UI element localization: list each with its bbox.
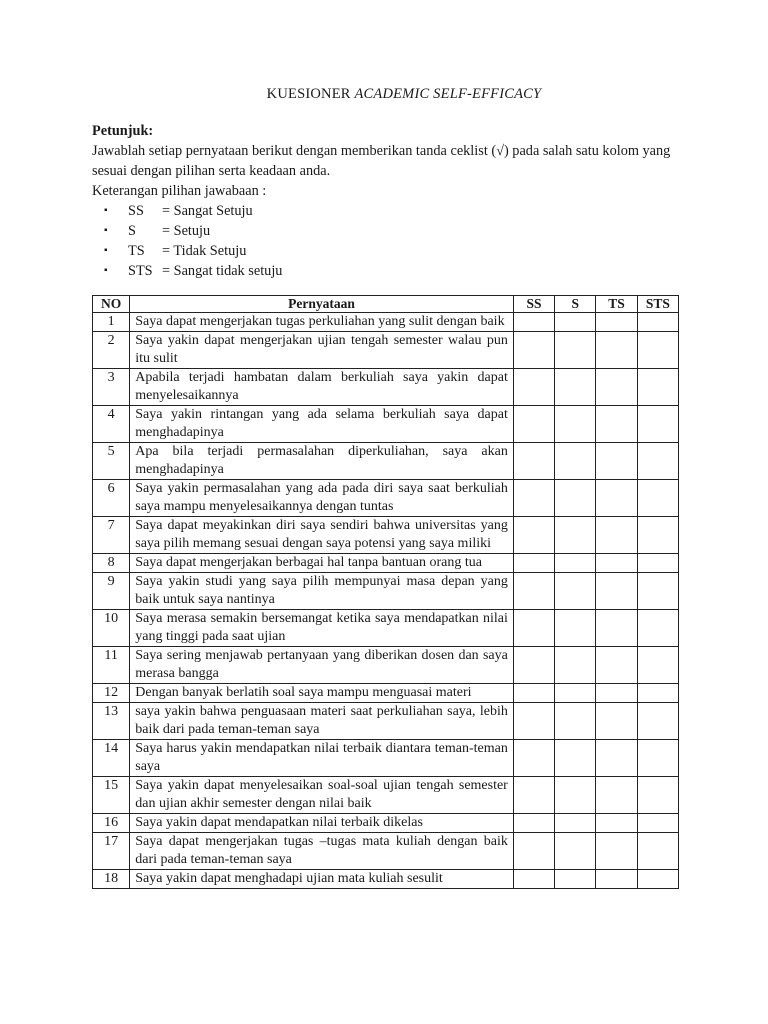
answer-cell-ts[interactable] — [596, 573, 637, 610]
answer-cell-s[interactable] — [555, 443, 596, 480]
row-number: 5 — [93, 443, 130, 480]
table-row — [93, 443, 679, 480]
row-statement: Saya sering menjawab pertanyaan yang diberikan dosen dan saya merasa bangga — [130, 647, 514, 684]
table-row — [93, 833, 679, 870]
table-row — [93, 740, 679, 777]
row-number: 2 — [93, 332, 130, 369]
header-s: S — [555, 296, 596, 313]
table-row — [93, 369, 679, 406]
answer-cell-ts[interactable] — [596, 870, 637, 889]
answer-cell-ss[interactable] — [513, 332, 554, 369]
legend-code: S — [128, 223, 136, 239]
row-number: 14 — [93, 740, 130, 777]
row-number: 16 — [93, 814, 130, 833]
answer-cell-ts[interactable] — [596, 480, 637, 517]
answer-cell-s[interactable] — [555, 554, 596, 573]
header-sts: STS — [637, 296, 678, 313]
answer-cell-ss[interactable] — [513, 814, 554, 833]
answer-cell-ss[interactable] — [513, 833, 554, 870]
answer-cell-ss[interactable] — [513, 369, 554, 406]
row-statement: Saya dapat mengerjakan tugas perkuliahan yang sulit dengan baik — [130, 313, 514, 332]
row-statement: Saya yakin dapat menyelesaikan soal-soal ujian tengah semester dan ujian akhir semester dengan nilai baik — [130, 777, 514, 814]
row-number: 18 — [93, 870, 130, 889]
row-number: 15 — [93, 777, 130, 814]
answer-cell-s[interactable] — [555, 703, 596, 740]
answer-cell-s[interactable] — [555, 573, 596, 610]
answer-cell-sts[interactable] — [637, 870, 678, 889]
legend-meaning: = Tidak Setuju — [162, 243, 247, 259]
answer-cell-ts[interactable] — [596, 777, 637, 814]
legend-code: SS — [128, 203, 144, 219]
row-statement: Saya yakin dapat mendapatkan nilai terbaik dikelas — [130, 814, 514, 833]
table-row — [93, 703, 679, 740]
legend-item — [92, 201, 682, 221]
row-number: 9 — [93, 573, 130, 610]
title-italic: ACADEMIC SELF-EFFICACY — [354, 86, 542, 102]
row-statement: Apa bila terjadi permasalahan diperkuliahan, saya akan menghadapinya — [130, 443, 514, 480]
answer-cell-sts[interactable] — [637, 369, 678, 406]
bullet-icon: ▪ — [104, 245, 108, 256]
answer-cell-s[interactable] — [555, 406, 596, 443]
answer-cell-s[interactable] — [555, 814, 596, 833]
answer-cell-ss[interactable] — [513, 777, 554, 814]
legend-meaning: = Sangat tidak setuju — [162, 263, 283, 279]
answer-cell-s[interactable] — [555, 610, 596, 647]
table-row — [93, 777, 679, 814]
answer-cell-sts[interactable] — [637, 313, 678, 332]
row-statement: Saya yakin studi yang saya pilih mempunyai masa depan yang baik untuk saya nantinya — [130, 573, 514, 610]
table-row — [93, 610, 679, 647]
row-number: 12 — [93, 684, 130, 703]
answer-cell-sts[interactable] — [637, 703, 678, 740]
answer-cell-s[interactable] — [555, 684, 596, 703]
answer-cell-ts[interactable] — [596, 313, 637, 332]
row-number: 1 — [93, 313, 130, 332]
answer-cell-sts[interactable] — [637, 610, 678, 647]
table-row — [93, 406, 679, 443]
bullet-icon: ▪ — [104, 265, 108, 276]
answer-cell-s[interactable] — [555, 870, 596, 889]
answer-cell-ts[interactable] — [596, 517, 637, 554]
row-number: 13 — [93, 703, 130, 740]
answer-cell-sts[interactable] — [637, 443, 678, 480]
table-header-row — [93, 296, 679, 313]
answer-cell-ss[interactable] — [513, 443, 554, 480]
row-statement: Apabila terjadi hambatan dalam berkuliah saya yakin dapat menyelesaikannya — [130, 369, 514, 406]
answer-cell-sts[interactable] — [637, 406, 678, 443]
answer-cell-ss[interactable] — [513, 406, 554, 443]
row-statement: saya yakin bahwa penguasaan materi saat perkuliahan saya, lebih baik dari pada teman-teman saya — [130, 703, 514, 740]
answer-cell-ts[interactable] — [596, 684, 637, 703]
answer-cell-s[interactable] — [555, 740, 596, 777]
answer-cell-sts[interactable] — [637, 833, 678, 870]
instructions — [92, 121, 682, 281]
answer-cell-ss[interactable] — [513, 870, 554, 889]
answer-cell-s[interactable] — [555, 833, 596, 870]
bullet-icon: ▪ — [104, 225, 108, 236]
row-number: 8 — [93, 554, 130, 573]
legend-intro: Keterangan pilihan jawabaan : — [92, 183, 267, 199]
header-ts: TS — [596, 296, 637, 313]
answer-cell-ts[interactable] — [596, 647, 637, 684]
answer-cell-sts[interactable] — [637, 684, 678, 703]
header-ss: SS — [513, 296, 554, 313]
answer-cell-ss[interactable] — [513, 517, 554, 554]
header-no: NO — [93, 296, 130, 313]
answer-cell-sts[interactable] — [637, 777, 678, 814]
answer-cell-ss[interactable] — [513, 610, 554, 647]
table-row — [93, 517, 679, 554]
row-number: 7 — [93, 517, 130, 554]
row-statement: Dengan banyak berlatih soal saya mampu menguasai materi — [130, 684, 514, 703]
answer-cell-ts[interactable] — [596, 833, 637, 870]
answer-cell-sts[interactable] — [637, 573, 678, 610]
answer-cell-ss[interactable] — [513, 684, 554, 703]
legend-item — [92, 261, 682, 281]
table-row — [93, 814, 679, 833]
answer-cell-sts[interactable] — [637, 517, 678, 554]
table-row — [93, 647, 679, 684]
row-statement: Saya yakin permasalahan yang ada pada diri saya saat berkuliah saya mampu menyelesaikannya dengan tuntas — [130, 480, 514, 517]
answer-cell-sts[interactable] — [637, 554, 678, 573]
legend-item — [92, 241, 682, 261]
instructions-text: Jawablah setiap pernyataan berikut dengan memberikan tanda ceklist (√) pada salah satu kolom yang sesuai dengan pilihan serta keadaan anda. — [92, 143, 671, 179]
table-row — [93, 554, 679, 573]
answer-cell-s[interactable] — [555, 647, 596, 684]
questionnaire-table — [92, 295, 679, 889]
document-title — [0, 86, 768, 103]
answer-cell-sts[interactable] — [637, 740, 678, 777]
answer-cell-ts[interactable] — [596, 814, 637, 833]
answer-cell-s[interactable] — [555, 313, 596, 332]
answer-cell-ts[interactable] — [596, 443, 637, 480]
bullet-icon: ▪ — [104, 205, 108, 216]
answer-cell-s[interactable] — [555, 332, 596, 369]
answer-cell-ts[interactable] — [596, 703, 637, 740]
row-number: 6 — [93, 480, 130, 517]
row-number: 17 — [93, 833, 130, 870]
header-statement: Pernyataan — [130, 296, 514, 313]
table-row — [93, 684, 679, 703]
answer-cell-sts[interactable] — [637, 480, 678, 517]
row-statement: Saya merasa semakin bersemangat ketika saya mendapatkan nilai yang tinggi pada saat ujian — [130, 610, 514, 647]
answer-cell-ts[interactable] — [596, 610, 637, 647]
legend-item — [92, 221, 682, 241]
table-row — [93, 480, 679, 517]
instructions-heading: Petunjuk: — [92, 123, 154, 139]
legend-code: TS — [128, 243, 145, 259]
answer-cell-ts[interactable] — [596, 332, 637, 369]
answer-cell-ts[interactable] — [596, 554, 637, 573]
answer-cell-s[interactable] — [555, 517, 596, 554]
legend-meaning: = Sangat Setuju — [162, 203, 253, 219]
row-statement: Saya dapat mengerjakan berbagai hal tanpa bantuan orang tua — [130, 554, 514, 573]
row-statement: Saya harus yakin mendapatkan nilai terbaik diantara teman-teman saya — [130, 740, 514, 777]
legend-meaning: = Setuju — [162, 223, 211, 239]
table-row — [93, 313, 679, 332]
answer-cell-sts[interactable] — [637, 814, 678, 833]
row-statement: Saya yakin dapat menghadapi ujian mata kuliah sesulit — [130, 870, 514, 889]
row-statement: Saya dapat meyakinkan diri saya sendiri bahwa universitas yang saya pilih memang sesuai dengan saya potensi yang saya miliki — [130, 517, 514, 554]
row-statement: Saya yakin dapat mengerjakan ujian tengah semester walau pun itu sulit — [130, 332, 514, 369]
row-number: 10 — [93, 610, 130, 647]
row-statement: Saya dapat mengerjakan tugas –tugas mata kuliah dengan baik dari pada teman-teman saya — [130, 833, 514, 870]
row-number: 3 — [93, 369, 130, 406]
table-row — [93, 332, 679, 369]
answer-cell-sts[interactable] — [637, 647, 678, 684]
title-prefix: KUESIONER — [266, 86, 355, 102]
table-row — [93, 870, 679, 889]
answer-cell-ts[interactable] — [596, 369, 637, 406]
row-number: 11 — [93, 647, 130, 684]
row-statement: Saya yakin rintangan yang ada selama berkuliah saya dapat menghadapinya — [130, 406, 514, 443]
answer-cell-ts[interactable] — [596, 740, 637, 777]
answer-cell-ss[interactable] — [513, 647, 554, 684]
table-row — [93, 573, 679, 610]
answer-cell-ss[interactable] — [513, 480, 554, 517]
answer-cell-ss[interactable] — [513, 554, 554, 573]
legend-list — [92, 201, 682, 281]
answer-cell-ss[interactable] — [513, 703, 554, 740]
answer-cell-ss[interactable] — [513, 573, 554, 610]
answer-cell-ss[interactable] — [513, 740, 554, 777]
row-number: 4 — [93, 406, 130, 443]
answer-cell-s[interactable] — [555, 369, 596, 406]
legend-code: STS — [128, 263, 153, 279]
answer-cell-sts[interactable] — [637, 332, 678, 369]
answer-cell-s[interactable] — [555, 480, 596, 517]
answer-cell-s[interactable] — [555, 777, 596, 814]
answer-cell-ts[interactable] — [596, 406, 637, 443]
answer-cell-ss[interactable] — [513, 313, 554, 332]
